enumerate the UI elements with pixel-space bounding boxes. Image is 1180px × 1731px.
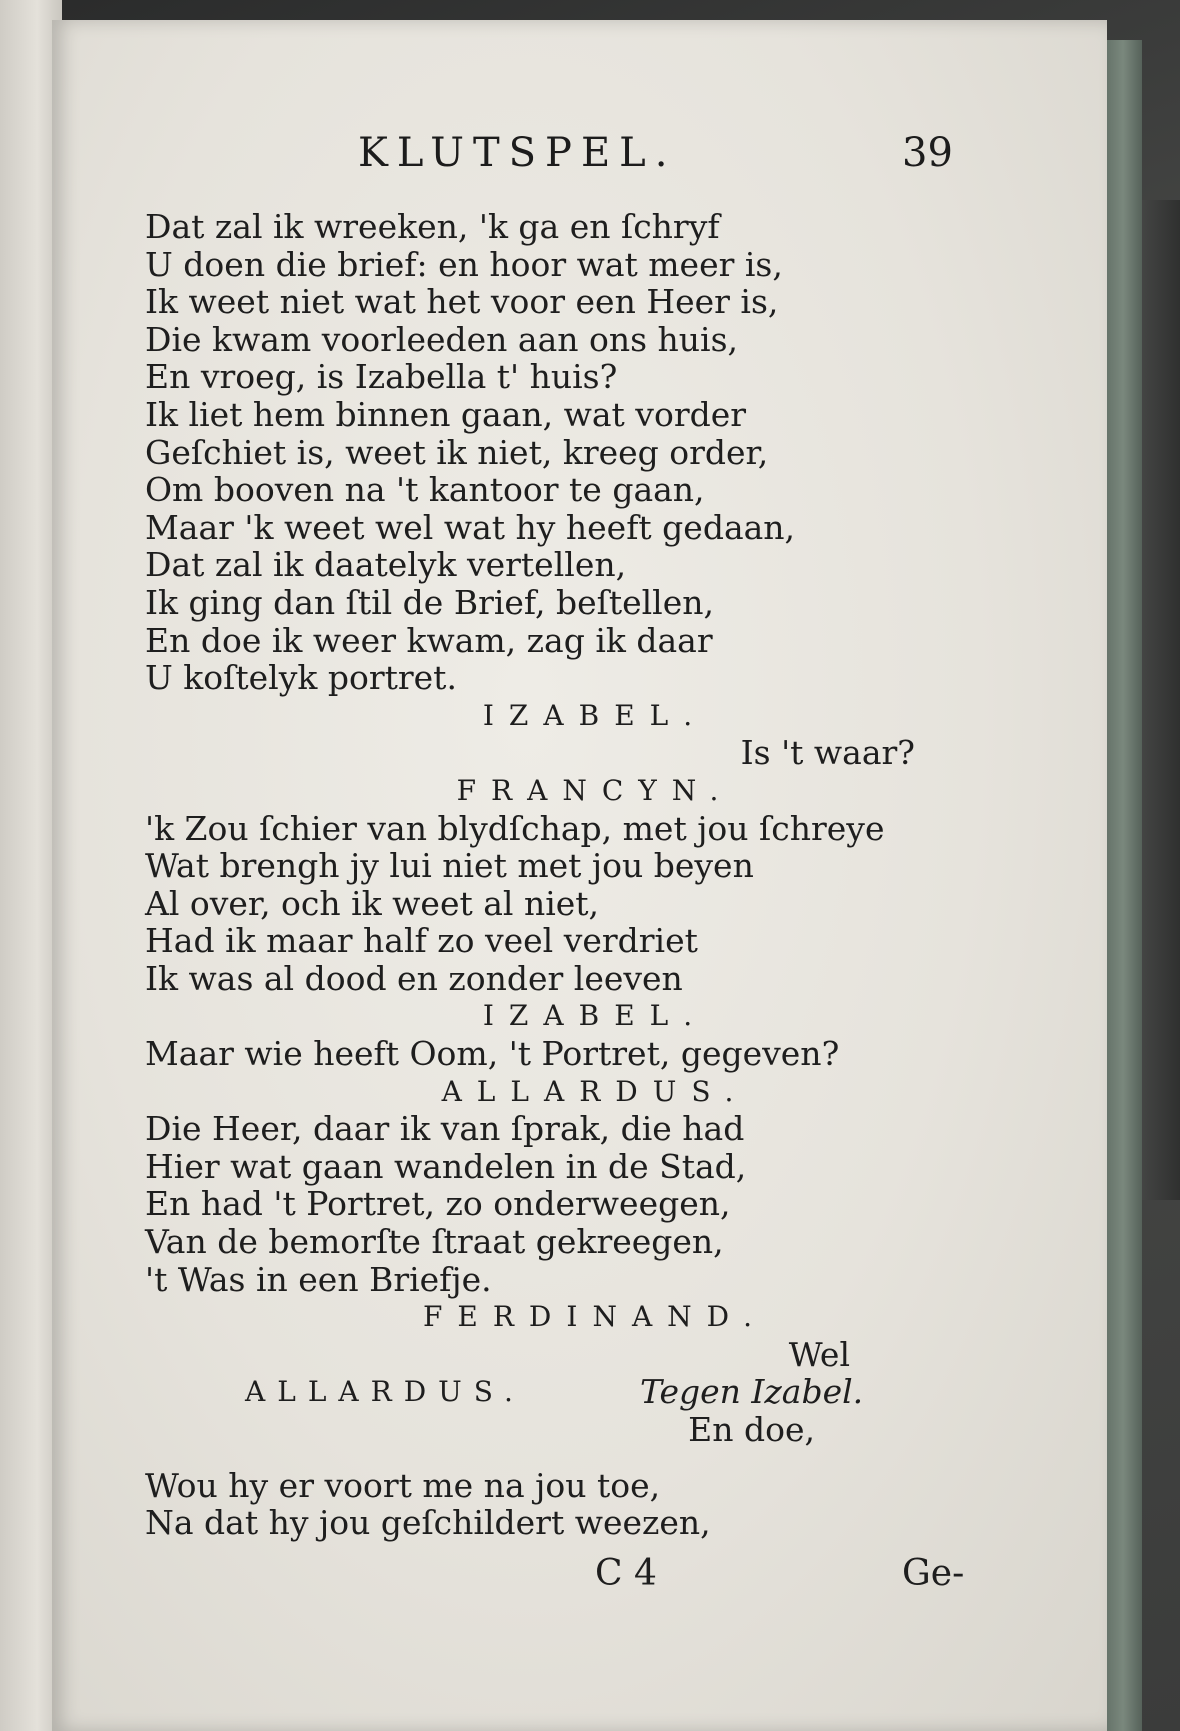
spacer [145, 1449, 1025, 1467]
stage-direction: Tegen Izabel. [640, 1372, 864, 1412]
verse-line: Maar wie heeft Oom, 't Portret, gegeven? [145, 1034, 840, 1074]
speaker-francyn: FRANCYN. [456, 773, 734, 807]
verse-line: Ik liet hem binnen gaan, wat vorder [145, 394, 747, 434]
verse-line: En vroeg, is Izabella t' huis? [145, 357, 618, 397]
verse-line: Maar 'k weet wel wat hy heeft gedaan, [145, 507, 796, 547]
running-head: KLUTSPEL. [358, 130, 677, 176]
verse-line: Wat brengh jy lui niet met jou beyen [145, 846, 754, 886]
verse-line: U doen die brief: en hoor wat meer is, [145, 244, 783, 284]
verse-line: Na dat hy jou geſchildert weezen, [145, 1503, 711, 1543]
verse-text [145, 208, 1025, 1542]
verse-line: Hier wat gaan wandelen in de Stad, [145, 1146, 747, 1186]
verse-line: 'k Zou ſchier van blydſchap, met jou ſchreye [145, 808, 885, 848]
verse-line: Wel [788, 1334, 850, 1374]
verse-line: Dat zal ik daatelyk vertellen, [145, 545, 627, 585]
verse-line: En doe, [688, 1410, 815, 1449]
verse-line: Geſchiet is, weet ik niet, kreeg order, [145, 432, 769, 472]
verse-line: En had 't Portret, zo onderweegen, [145, 1184, 731, 1224]
catchword: Ge- [902, 1553, 965, 1594]
verse-line: Ik weet niet wat het voor een Heer is, [145, 282, 779, 322]
verse-line: Van de bemorſte ſtraat gekreegen, [145, 1222, 724, 1262]
speaker-ferdinand: FERDINAND. [422, 1300, 768, 1334]
verse-line: Al over, och ik weet al niet, [145, 883, 600, 923]
speaker-allardus: ALLARDUS. [441, 1074, 749, 1108]
verse-line: En doe ik weer kwam, zag ik daar [145, 620, 713, 660]
verse-line: Ik ging dan ſtil de Brief, beſtellen, [145, 582, 714, 622]
page-number: 39 [902, 130, 953, 176]
verse-line: Wou hy er voort me na jou toe, [145, 1465, 661, 1505]
verse-line: Is 't waar? [740, 733, 915, 773]
verse-line: Ik was al dood en zonder leeven [145, 958, 683, 998]
verse-line: Om booven na 't kantoor te gaan, [145, 470, 705, 510]
speaker-allardus: ALLARDUS. [245, 1375, 525, 1409]
verse-line: Dat zal ik wreeken, 'k ga en ſchryf [145, 207, 720, 246]
speaker-izabel: IZABEL. [482, 999, 708, 1033]
verse-line: Die kwam voorleeden aan ons huis, [145, 319, 739, 359]
speaker-with-direction [145, 1373, 1025, 1411]
verse-line: Had ik maar half zo veel verdriet [145, 921, 698, 961]
speaker-izabel: IZABEL. [482, 698, 708, 732]
verse-line: Die Heer, daar ik van ſprak, die had [145, 1109, 745, 1149]
signature-mark: C 4 [595, 1553, 657, 1594]
verse-line: 't Was in een Briefje. [145, 1259, 492, 1299]
verse-line: U koſtelyk portret. [145, 658, 457, 698]
